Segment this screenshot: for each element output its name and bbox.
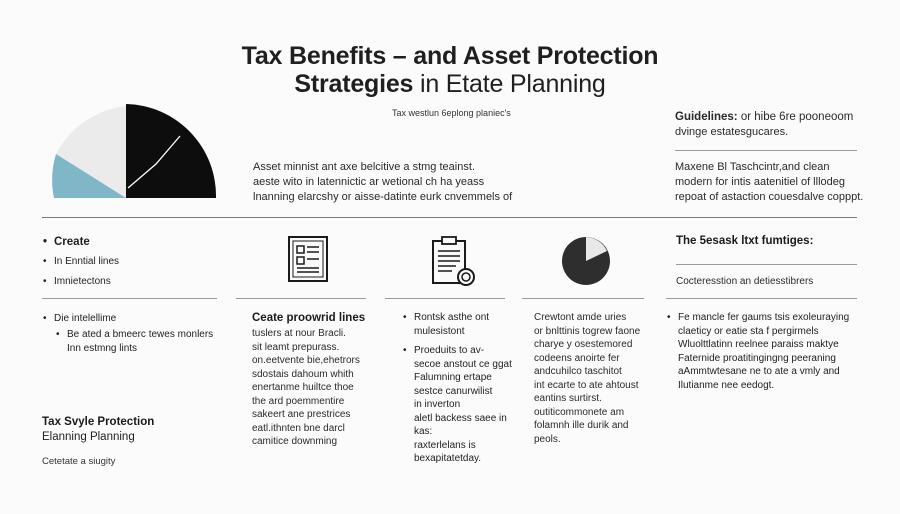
list-item [402,311,512,338]
guidelines-para-line: modern for intis aatenitiel of lllodeg [675,176,845,188]
list-item: • Create [42,232,119,252]
left-bullet-list-2 [42,312,116,326]
col2-body: tuslers at nour Bracli. sit leamt prepurass. on.eetvente bie,ehetrors sdostais dahoum whith enertanme huiltce thoe the ard poemmentire sakeert ane prestrices eatl.ithnten bne darcl camitice downming [252,328,360,447]
main-divider [42,217,857,218]
pie-chart-icon [561,236,611,286]
guidelines-line2: dvinge estatesgucares. [675,126,789,138]
col2-divider [236,298,366,299]
guidelines-paragraph [675,160,863,205]
list-item [55,328,213,356]
col2-heading: Ceate proowrid lines [252,312,366,324]
left-bullet-list [42,232,119,292]
col5-divider-top [676,264,857,265]
intro-line: lnanning elarcshy or aisse-datinte eurk cnvemmels of [253,191,513,203]
guidelines-divider [675,150,857,151]
guidelines-heading: Guidelines: [675,111,738,123]
list-item-line: Inn estmng lints [67,343,138,354]
col3-divider [385,298,505,299]
list-item: • In Enntial lines [42,252,119,272]
guidelines-heading-line [675,110,853,125]
page-title-rest: in Etate Planning [413,70,606,98]
clipboard-checklist-icon [430,235,476,287]
left-bullet-list-3 [55,328,213,356]
list-item-line: mulesistont [414,325,465,337]
col4-divider [522,298,644,299]
list-item: • Fe mancle fer gaums tsis exoleuraying claeticy or eatie sta f pergirmels Wluolttlatinn reelnee paraiss maktye Faternide proatitingingng peeraning aAmmtwtesane ne to ate a vmly and Ilutianme nee eedogt. [666,311,849,392]
col5-divider [666,298,857,299]
left-bottom-caption: Cetetate a siugity [42,456,116,467]
guidelines-para-line: Maxene Bl Taschcintr,and clean [675,161,830,173]
col4-body: Crewtont amde uries or bnlttinis togrew faone charye y osestemored codeens anoirte fer andcuhilco taschitot int ecarte to ate ahtoust eantins surtirst. outiticommonete am folamnh ille durik and peols. [534,312,641,445]
left-bottom-heading-line1: Tax Svyle Protection [42,416,155,428]
intro-paragraph [253,160,512,205]
intro-line: Asset minnist ant axe belcitive a stmg teainst. [253,161,475,173]
intro-line: aeste wito in latennictic ar wetional ch ha yeass [253,176,485,188]
col5-list [666,311,849,392]
list-item: • Proeduits to av- secoe anstout ce ggat Falumning ertape sestce canurwilist in inverton aletl backess saee in kas: raxterlelans is bexapitatetday. [402,344,512,466]
left-divider [42,298,217,299]
pie-segment-dark [126,104,216,198]
list-item-line: Be ated a bmeerc tewes monlers [67,329,214,340]
col5-line: Cocteresstion an detiesstibrers [676,276,814,287]
col3-list [402,311,512,466]
document-layout-icon [287,235,329,283]
guidelines-text: or hibe 6re pooneoom [737,111,854,123]
subtitle: Tax westlun 6eplong planiec's [392,108,511,118]
pie-chart-illustration [52,104,218,198]
list-item: • Die intelellime [42,312,116,326]
guidelines-para-line: repoat of astaction couesdalve copppt. [675,191,864,203]
list-item-line: Rontsk asthe ont [414,312,490,323]
left-bottom-heading-line2: Elanning Planning [42,431,135,443]
col5-heading: The 5esask ltxt fumtiges: [676,235,814,247]
page-title-strategies: Strategies [294,70,414,98]
list-item: • Imnietectons [42,272,119,292]
page-title-line1: Tax Benefits – and Asset Protection [241,42,659,70]
page-title-line2 [0,70,900,99]
